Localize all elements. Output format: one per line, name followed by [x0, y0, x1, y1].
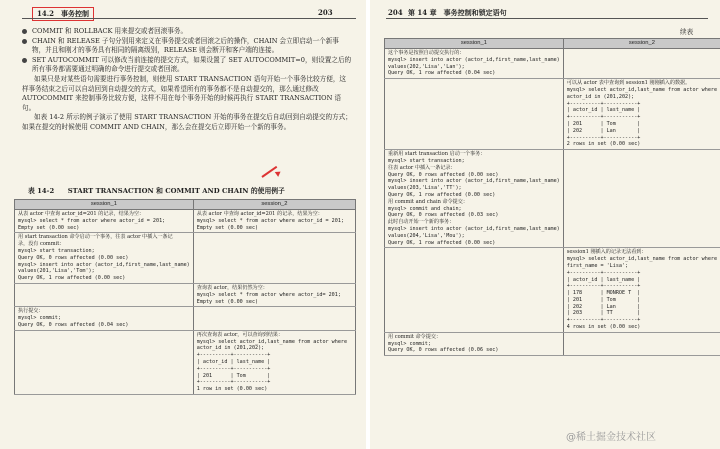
- sql-line: 1 row in set (0.00 sec): [196, 386, 268, 393]
- session-1-cell: [385, 150, 564, 248]
- sql-line: actor_id in (201,202);: [196, 345, 265, 352]
- sql-line: Query OK, 1 row affected (0.00 sec): [18, 275, 126, 282]
- session-1-cell: [385, 79, 564, 150]
- sql-line: mysql> commit;: [18, 315, 61, 322]
- session-1-cell: [385, 248, 564, 333]
- sql-line: Empty set (0.00 sec): [18, 224, 80, 231]
- sql-line: Query OK, 0 rows affected (0.04 sec): [18, 321, 129, 328]
- sql-line: mysql> insert into actor (actor_id,first_name,last_name): [388, 178, 560, 185]
- sql-line: | actor_id | last_name |: [196, 358, 271, 365]
- session-2-cell: [563, 79, 720, 150]
- column-header: session_2: [563, 39, 720, 49]
- table-row: [385, 79, 720, 150]
- column-header: session_1: [385, 39, 564, 49]
- sql-line: mysql> select * from actor where actor_id = 201;: [196, 217, 344, 224]
- bullet-icon: [22, 39, 27, 44]
- cell-note: 录，没有 commit：: [18, 241, 65, 248]
- sql-line: | 202 | Lan |: [566, 303, 641, 310]
- table-row: [385, 248, 720, 333]
- sql-line: mysql> commit;: [388, 340, 431, 347]
- sql-line: +----------+-----------+: [566, 317, 641, 324]
- header-rule-left: [22, 18, 356, 19]
- session-2-cell: [193, 283, 355, 306]
- table-row: [15, 307, 356, 330]
- sql-line: mysql> start transaction;: [18, 247, 95, 254]
- cell-note: 从表 actor 中查询 actor_id=201 的记录，结果为空：: [18, 211, 145, 217]
- sql-line: mysql> insert into actor (actor_id,first_name,last_name): [388, 56, 560, 63]
- sql-line: +----------+-----------+: [566, 114, 641, 121]
- sql-line: +----------+-----------+: [196, 365, 271, 372]
- page-number-right: 204: [388, 8, 403, 17]
- sql-line: +----------+-----------+: [566, 134, 641, 141]
- watermark: @稀土掘金技术社区: [566, 432, 656, 443]
- sql-line: | 178 | MONROE T |: [566, 290, 641, 297]
- sql-line: Query OK, 0 rows affected (0.03 sec): [388, 212, 499, 219]
- sql-line: | 201 | Tom |: [196, 372, 271, 379]
- table-row: [15, 233, 356, 284]
- sql-line: | 203 | TT |: [566, 310, 641, 317]
- bullet-text: CHAIN 和 RELEASE 子句分别用来定义在事务提交或者回滚之后的操作，CHAIN 会立即启动一个新事物，并且和刚才的事务具有相同的隔离级别，RELEASE 则会断开和客户端的连接。: [32, 36, 339, 55]
- header-rule-right: [386, 18, 708, 19]
- cell-note: 执行提交：: [18, 308, 44, 315]
- column-header: session_2: [193, 200, 355, 210]
- sql-line: +----------+-----------+: [566, 269, 641, 276]
- table-row: [385, 49, 720, 79]
- cell-note: 往表 actor 中插入一条记录：: [388, 164, 456, 171]
- sql-line: first_name = 'Lisa';: [566, 262, 629, 269]
- cell-note: 这个事务是按照自动提交执行的：: [388, 50, 465, 56]
- table-row: [385, 150, 720, 248]
- sql-line: | 201 | Tom |: [566, 120, 641, 127]
- sql-line: +----------+-----------+: [566, 283, 641, 290]
- sql-line: mysql> insert into actor (actor_id,first_name,last_name): [18, 261, 190, 268]
- sql-line: Query OK, 1 row affected (0.04 sec): [388, 70, 496, 77]
- cell-note: 从表 actor 中查询 actor_id=201 的记录，结果为空：: [196, 211, 323, 217]
- sql-line: Query OK, 0 rows affected (0.00 sec): [18, 254, 129, 261]
- sql-line: +----------+-----------+: [566, 100, 641, 107]
- sql-line: Query OK, 1 row affected (0.00 sec): [388, 191, 496, 198]
- sql-line: values(204,'Lisa','Mou');: [388, 232, 465, 239]
- sql-line: | actor_id | last_name |: [566, 107, 641, 114]
- cell-note: 用 commit and chain 命令提交：: [388, 198, 468, 205]
- sql-line: Query OK, 0 rows affected (0.00 sec): [388, 171, 499, 178]
- sql-line: mysql> insert into actor (actor_id,first_name,last_name): [388, 225, 560, 232]
- session-1-cell: [15, 210, 194, 233]
- table-row: [385, 332, 720, 355]
- bullet-item: [22, 37, 352, 56]
- session-2-cell: [563, 248, 720, 333]
- sql-line: mysql> start transaction;: [388, 157, 465, 164]
- session-1-cell: [15, 283, 194, 306]
- sql-line: Empty set (0.00 sec): [196, 298, 259, 305]
- cell-note: 用 start transaction 命令启动一个事务，往表 actor 中插入一条记: [18, 234, 173, 241]
- cell-note: 此时自动开始一个新的事务：: [388, 219, 455, 226]
- bullet-item: [22, 56, 352, 75]
- sql-line: | 201 | Tom |: [566, 296, 641, 303]
- table-caption: 表 14-2 START TRANSACTION 和 COMMIT AND CHAIN 的使用例子: [28, 187, 285, 195]
- sql-line: mysql> select actor_id,last_name from actor where: [566, 86, 718, 93]
- session-1-cell: [385, 332, 564, 355]
- bullet-icon: [22, 29, 27, 34]
- page-number-left: 203: [318, 8, 333, 17]
- cell-note: 查询表 actor，结果仍然为空：: [196, 284, 268, 291]
- chapter-header: 第 14 章 事务控制和锁定语句: [408, 8, 507, 17]
- sql-line: values(203,'Lisa','TT');: [388, 185, 462, 192]
- sql-line: values(202,'Lisa','Lan');: [388, 63, 465, 70]
- sql-line: mysql> select * from actor where actor_id= 201;: [196, 291, 341, 298]
- sql-line: Query OK, 0 rows affected (0.06 sec): [388, 347, 499, 354]
- session-2-cell: [563, 49, 720, 79]
- cell-note: 用 commit 命令提交：: [388, 333, 442, 340]
- sql-line: | actor_id | last_name |: [566, 276, 641, 283]
- bullet-text: COMMIT 和 ROLLBACK 用来提交或者回滚事务。: [32, 27, 188, 35]
- sql-line: +----------+-----------+: [196, 352, 271, 359]
- sql-line: Empty set (0.00 sec): [196, 224, 259, 231]
- bullet-icon: [22, 58, 27, 63]
- sql-line: Query OK, 1 row affected (0.00 sec): [388, 239, 496, 246]
- sql-line: mysql> select * from actor where actor_id = 201;: [18, 217, 166, 224]
- session-2-cell: [193, 307, 355, 330]
- continued-label: 续表: [680, 28, 694, 36]
- sql-line: mysql> select actor_id,last_name from actor where: [566, 256, 718, 263]
- session-2-cell: [193, 330, 355, 394]
- cell-note: 重新用 start transaction 启动一个事务：: [388, 151, 486, 158]
- session-1-cell: [15, 233, 194, 284]
- sql-line: actor_id in (201,202);: [566, 93, 635, 100]
- session-2-cell: [563, 150, 720, 248]
- table-row: [15, 283, 356, 306]
- sql-line: | 202 | Lan |: [566, 127, 641, 134]
- left-body-text: [22, 27, 352, 133]
- bullet-item: [22, 27, 352, 37]
- continued-table: [384, 38, 720, 356]
- paragraph: 如表 14-2 所示的例子演示了使用 START TRANSACTION 开始的事务在提交后自动回到自动提交的方式；如果在提交的时候使用 COMMIT AND CHAIN，那么会在提交后立即开始一个新的事务。: [22, 113, 352, 131]
- sql-line: +----------+-----------+: [196, 379, 271, 386]
- table-row: [15, 330, 356, 394]
- cell-note: session1 刚插入的记录无法看到：: [566, 249, 647, 256]
- session-1-cell: [385, 49, 564, 79]
- session-2-cell: [193, 210, 355, 233]
- sql-line: 2 rows in set (0.00 sec): [566, 141, 641, 148]
- sql-line: mysql> commit and chain;: [388, 205, 462, 212]
- example-table: [14, 199, 356, 395]
- cell-note: 可以从 actor 表中查询到 session1 刚刚插入的数据。: [566, 80, 691, 87]
- session-1-cell: [15, 330, 194, 394]
- paragraph: 如果只是对某些语句需要进行事务控制，则使用 START TRANSACTION 语句开始一个事务比较方便，这样事务结束之后可以自动回到自动提交的方式，如果希望所有的事务都不是自动提交的，那么通过修改 AUTOCOMMIT 来控制事务比较方便，这样不用在每个事务开始的时候再执行 START TRANSACTION 语句。: [22, 74, 347, 112]
- sql-line: values(201,'Lisa','Tom');: [18, 268, 95, 275]
- sql-line: mysql> select actor_id,last_name from actor where: [196, 338, 348, 345]
- bullet-text: SET AUTOCOMMIT 可以修改当前连接的提交方式，如果设置了 SET AUTOCOMMIT=0，则设置之后的所有事务都需要通过明确的命令进行提交或者回滚。: [32, 55, 352, 74]
- cell-note: 再次查询表 actor，可以查询到结果：: [196, 331, 284, 338]
- session-1-cell: [15, 307, 194, 330]
- section-header: 14.2 事务控制: [32, 7, 94, 21]
- session-2-cell: [193, 233, 355, 284]
- sql-line: 4 rows in set (0.00 sec): [566, 324, 641, 331]
- table-row: [15, 210, 356, 233]
- session-2-cell: [563, 332, 720, 355]
- column-header: session_1: [15, 200, 194, 210]
